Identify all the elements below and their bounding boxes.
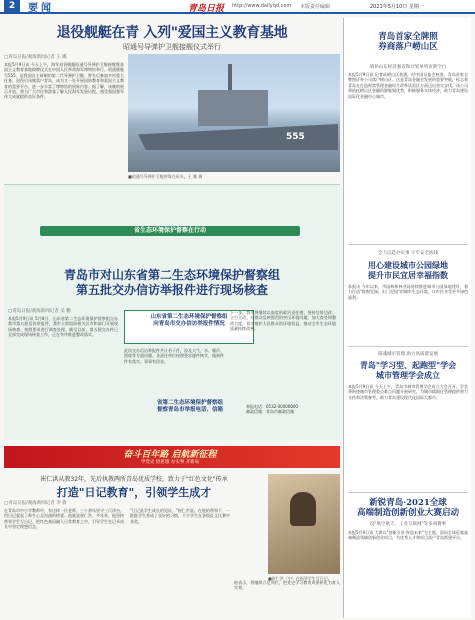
contest-headline-line1: 新锐青岛·2021全球 (369, 498, 447, 508)
teacher-story-col3: 他表示，将继续立足岗位，把党史学习教育成果转化为育人实效。 (234, 580, 340, 591)
eco-headline[interactable] (4, 268, 340, 298)
issue-date: 2021年5月10日 星期一 (370, 4, 424, 10)
hotline-mail: 邮政信箱：青岛市邮政信箱 (246, 409, 294, 415)
divider (348, 492, 468, 493)
paper-url[interactable]: http://www.dailyqd.com (232, 3, 292, 9)
contest-subhead: 设"航空航天、工业互联网"等多项赛事 (369, 522, 447, 527)
eco-byline: □青岛日报/观海新闻记者 吴 鹏 (8, 309, 71, 314)
eco-headline-line1: 青岛市对山东省第二生态环境保护督察组 (63, 268, 280, 282)
brokerage-headline-line1: 青岛首家全牌照 (378, 32, 438, 42)
park-body: 本报讯 今年以来，市园林和林业局持续推进城市公园绿地建设，着力打造"推窗见绿、出门见园"的城市生态环境，让市民享受更多绿色福利。 (348, 284, 468, 300)
eco-body-col1: 本报5月9日讯 5月8日，山东省第二生态环境保护督察组交办我市第五批信访举报件，我市立即组织相关区市和部门开展现场核查，按照要求进行调查处理。截至目前，第五批交办件已全部完成现场核查工作，正在有序推进整改落实。 (8, 316, 118, 338)
society-kicker: 铸魂城市管理 助力高质量发展 (378, 352, 438, 357)
paper-logo: 青岛日报 (188, 4, 225, 14)
party-history-banner-sub: 学党史 悟思想 办实事 开新局 (140, 460, 200, 465)
hull-number: 555 (286, 132, 305, 142)
park-headline-line2: 提升市民宜居幸福指数 (368, 270, 448, 280)
teacher-story-byline: □青岛日报/观海新闻记者 李 倩 (4, 501, 67, 506)
brokerage-subhead: 填补山东经济强省和计划单列市新空白 (369, 65, 447, 70)
brokerage-headline[interactable] (348, 32, 468, 52)
eco-banner: 省生态环境保护督察在行动 (40, 226, 300, 236)
lead-article (4, 54, 124, 100)
lead-byline: □青岛日报/观海新闻记者 王 娜 (4, 55, 67, 60)
teacher-photo-caption: ■崔仁洪（中）在指导学生写日记。 (268, 576, 332, 581)
teacher-story-kicker: 崔仁洪从教32年，先后执教两所青岛优质学校，致力于"红色文化"传承 (40, 476, 228, 483)
eco-hotline-title-line1: 省第二生态环境保护督察组 (156, 400, 223, 406)
editor-meta: 本版责任编辑 (300, 4, 331, 10)
lead-subhead: 昭通号导弹护卫舰接舰仪式举行 (123, 43, 221, 51)
ship-hull (138, 124, 338, 150)
eco-body-col2: 此次交办信访举报件共计若干件，涉及大气、水、噪声、固废等方面问题。各责任单位按照要求逐件核实，做到件件有落实、事事有回音。 (124, 348, 224, 364)
masthead (0, 0, 475, 14)
divider (348, 244, 468, 245)
eco-body-col3: 下一步，我市将继续以高度的政治责任感，坚持边督边改、立行立改，对群众反映强烈的突出环境问题，加大查处和整改力度，切实维护人民群众的环境权益，推动全市生态环境质量持续改善。 (230, 310, 336, 332)
right-news-column (343, 18, 471, 618)
brokerage-body: 本报5月9日讯 记者从崂山区获悉，经中国证监会核准，青岛首家全牌照证券公司落户崂山区。这是青岛金融业发展的重要突破，标志着青岛在打造财富管理金融综合改革试验区方面迈出坚实步伐。该公司将依托崂山区金融资源集聚优势，积极服务实体经济，助力青岛建设国际化金融中心城市。 (348, 72, 468, 99)
ship-superstructure (198, 90, 268, 126)
lead-headline[interactable]: 退役舰艇在青 入列"爱国主义教育基地 (56, 25, 288, 41)
lead-photo-caption: ■昭通号导弹护卫舰停靠在码头。王 娜 摄 (128, 174, 203, 179)
eco-inset-title-line2: 向青岛市交办信访举报件情况 (153, 321, 225, 327)
teacher-story-col2: "日记是学生成长的见证。"崔仁洪说。在他的带领下，一批批学生养成了良好的习惯，不少学生在各级征文比赛中获奖。 (130, 508, 230, 524)
society-headline-line1: 青岛"学习型、起跑型"学会 (359, 360, 457, 370)
teacher-photo-figure (290, 492, 316, 526)
teacher-story-headline[interactable]: 打造"日记教育"，引领学生成才 (56, 486, 212, 499)
brokerage-headline-line2: 券商落户崂山区 (378, 42, 438, 52)
hotline-phone: 举报电话：0532-00000000 (246, 404, 298, 409)
eco-inset-title-line1: 山东省第二生态环境保护督察组 (150, 314, 228, 320)
society-headline-line2: 城市管理学会成立 (376, 370, 440, 380)
eco-headline-line2: 第五批交办信访举报件进行现场核查 (75, 283, 268, 297)
contest-headline-line2: 高端制造创新创业大赛启动 (356, 508, 459, 518)
contest-headline[interactable] (348, 498, 468, 518)
eco-hotline-title (140, 400, 240, 426)
divider (348, 346, 468, 347)
park-kicker: 全力以赴办实事 守牢安全底线 (378, 251, 438, 256)
eco-hotline-title-line2: 督察青岛市举报电话、信箱 (156, 407, 223, 413)
lead-body: 本报5月9日讯 今天上午，海军退役舰艇昭通号导弹护卫舰接舰暨爱国主义教育基地揭牌仪式在中国人民革命海军博物馆举行。昭通舰舷号555，是我国自主研制的第二代导弹护卫舰，曾先后参加多项重大任务。退役后该舰落户青岛，成为又一处开展国防教育和爱国主义教育的重要平台，进一步丰富了博物馆的展陈内容。据了解，该舰的展示开放，将为广大市民和游客了解人民海军发展历程、感受强国强军伟大成就提供良好条件。 (4, 62, 124, 100)
page-number: 2 (4, 0, 20, 12)
contest-body: 本报5月9日讯 大赛以"创新引领·智造未来"为主题，面向全球征集高端制造领域创新创业项目，为优秀人才和项目落户青岛搭建平台。 (348, 530, 468, 541)
park-headline-line1: 用心建设城市公园绿地 (368, 260, 448, 270)
teacher-story-col1: 在青岛市中小学教师中，有这样一位老师，三十余年坚守三尺讲台，用日记架起了师生心灵沟通的桥梁。他就是崔仁洪。多年来，他坚持带领学生写日记，把红色基因融入日常教育之中，引导学生在记录成长中坚定理想信念。 (4, 508, 124, 530)
society-headline[interactable] (348, 360, 468, 380)
section-name: 要闻 (28, 2, 54, 14)
party-history-banner-title: 奋斗百年路 启航新征程 (123, 450, 217, 460)
warship-photo[interactable] (128, 54, 340, 172)
eco-hotline-info (246, 404, 336, 415)
society-body: 本报5月9日讯 今天上午，青岛市城市管理学会成立大会召开。学会将围绕城市管理重点难点问题开展研究，为城市精细化管理提供智力支持和决策参考，助力青岛建设现代化国际大都市。 (348, 384, 468, 400)
park-headline[interactable] (348, 260, 468, 280)
